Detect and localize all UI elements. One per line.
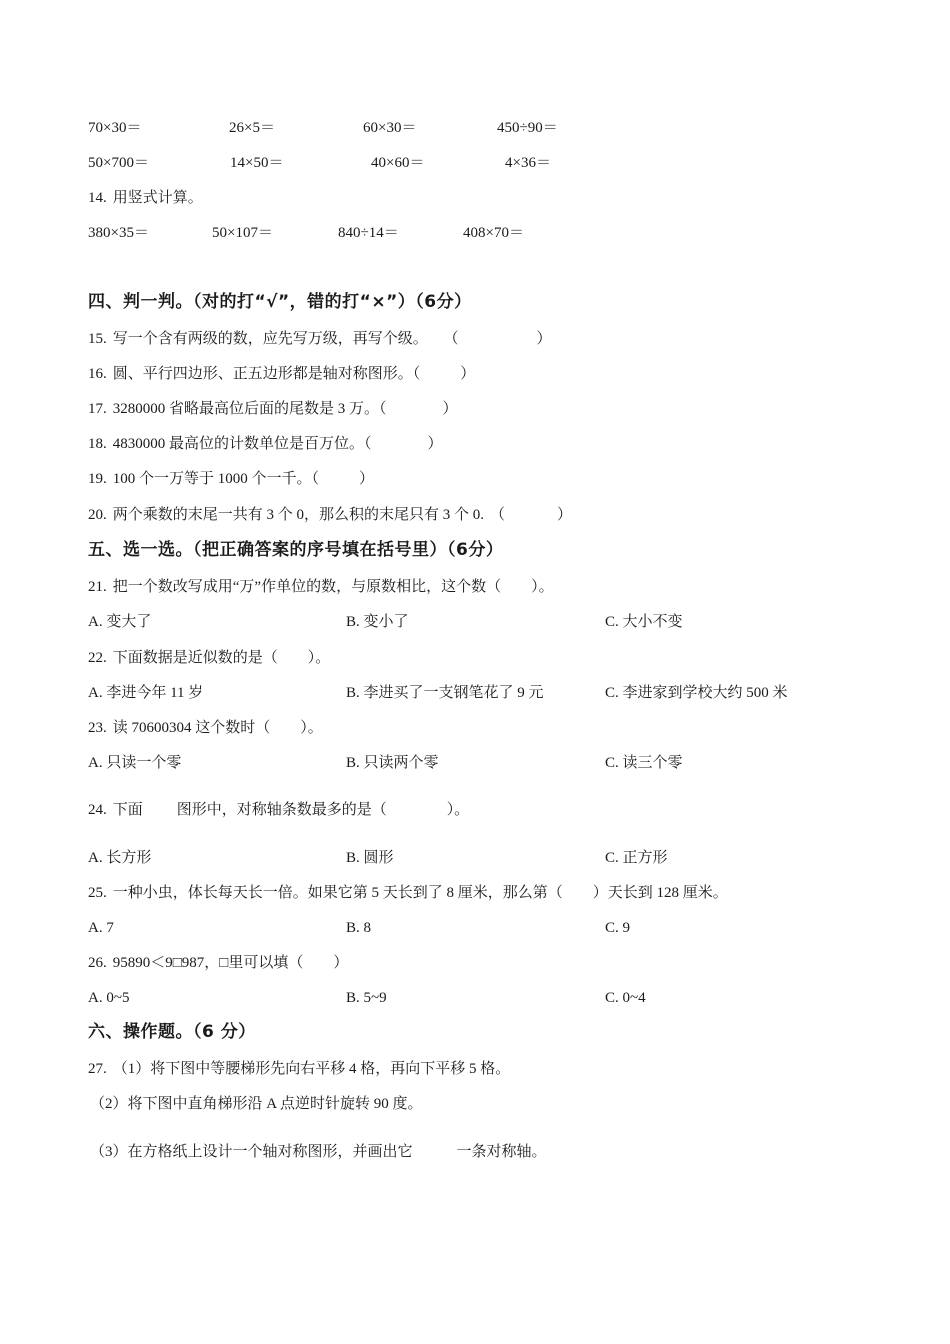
option-25-a[interactable]: A. 7 — [88, 920, 114, 936]
question-15: 15. 写一个含有两级的数，应先写万级，再写个级。 （ ） — [88, 331, 552, 347]
section-4-heading: 四、判一判。（对的打“√”，错的打“×”）（6分） — [88, 292, 472, 312]
question-24: 24. 下面 图形中，对称轴条数最多的是（ ）。 — [88, 802, 470, 818]
option-26-a[interactable]: A. 0~5 — [88, 990, 130, 1006]
question-27-part-2: （2）将下图中直角梯形沿 A 点逆时针旋转 90 度。 — [90, 1096, 423, 1112]
option-22-c[interactable]: C. 李进家到学校大约 500 米 — [605, 685, 788, 701]
vertical-calc-2: 50×107＝ — [212, 225, 273, 241]
option-25-c[interactable]: C. 9 — [605, 920, 631, 936]
oral-calc-5: 50×700＝ — [88, 155, 149, 171]
oral-calc-3: 60×30＝ — [363, 120, 417, 136]
option-26-b[interactable]: B. 5~9 — [346, 990, 387, 1006]
answer-paren[interactable]: （ — [490, 507, 506, 523]
section-5-heading: 五、选一选。（把正确答案的序号填在括号里）（6分） — [88, 540, 504, 560]
answer-paren[interactable]: （ — [443, 331, 459, 347]
question-25: 25. 一种小虫，体长每天长一倍。如果它第 5 天长到了 8 厘米，那么第（ ）天长到 128 厘米。 — [88, 885, 728, 901]
vertical-calc-4: 408×70＝ — [463, 225, 524, 241]
option-22-a[interactable]: A. 李进今年 11 岁 — [88, 685, 204, 701]
answer-paren[interactable]: （ — [412, 366, 421, 382]
question-14 — [88, 188, 203, 208]
oral-calc-7: 40×60＝ — [371, 155, 425, 171]
question-27-part-3: （3）在方格纸上设计一个轴对称图形，并画出它 一条对称轴。 — [90, 1144, 547, 1160]
option-23-b[interactable]: B. 只读两个零 — [346, 755, 439, 771]
oral-calc-2: 26×5＝ — [229, 120, 275, 136]
question-18: 18. 4830000 最高位的计数单位是百万位。（ ） — [88, 436, 443, 452]
question-16: 16. 圆、平行四边形、正五边形都是轴对称图形。（ ） — [88, 366, 476, 382]
question-text: 用竖式计算。 — [112, 190, 203, 206]
question-17: 17. 3280000 省略最高位后面的尾数是 3 万。（ ） — [88, 401, 458, 417]
question-21: 21. 把一个数改写成用“万”作单位的数，与原数相比，这个数（ ）。 — [88, 579, 554, 595]
option-21-b[interactable]: B. 变小了 — [346, 614, 409, 630]
question-20: 20. 两个乘数的末尾一共有 3 个 0，那么积的末尾只有 3 个 0. （ ） — [88, 507, 573, 523]
option-24-a[interactable]: A. 长方形 — [88, 850, 152, 866]
question-23: 23. 读 70600304 这个数时（ ）。 — [88, 720, 323, 736]
question-22: 22. 下面数据是近似数的是（ ）。 — [88, 650, 331, 666]
question-19: 19. 100 个一万等于 1000 个一千。（ ） — [88, 471, 375, 487]
answer-paren[interactable]: （ — [379, 401, 387, 417]
oral-calc-4: 450÷90＝ — [497, 120, 558, 136]
option-23-c[interactable]: C. 读三个零 — [605, 755, 683, 771]
option-22-b[interactable]: B. 李进买了一支钢笔花了 9 元 — [346, 685, 544, 701]
oral-calc-8: 4×36＝ — [505, 155, 551, 171]
vertical-calc-1: 380×35＝ — [88, 225, 149, 241]
oral-calc-1: 70×30＝ — [88, 120, 142, 136]
option-25-b[interactable]: B. 8 — [346, 920, 372, 936]
option-23-a[interactable]: A. 只读一个零 — [88, 755, 182, 771]
question-27-part-1: 27. （1）将下图中等腰梯形先向右平移 4 格，再向下平移 5 格。 — [88, 1061, 511, 1077]
vertical-calc-3: 840÷14＝ — [338, 225, 399, 241]
question-number: 14. — [88, 190, 107, 206]
option-26-c[interactable]: C. 0~4 — [605, 990, 646, 1006]
option-21-c[interactable]: C. 大小不变 — [605, 614, 683, 630]
answer-paren[interactable]: （ — [311, 471, 320, 487]
option-21-a[interactable]: A. 变大了 — [88, 614, 152, 630]
answer-paren[interactable]: （ — [364, 436, 372, 452]
oral-calc-6: 14×50＝ — [230, 155, 284, 171]
section-6-heading: 六、操作题。（6 分） — [88, 1022, 256, 1042]
option-24-b[interactable]: B. 圆形 — [346, 850, 394, 866]
question-26: 26. 95890＜9□987，□里可以填（ ） — [88, 955, 349, 971]
option-24-c[interactable]: C. 正方形 — [605, 850, 668, 866]
